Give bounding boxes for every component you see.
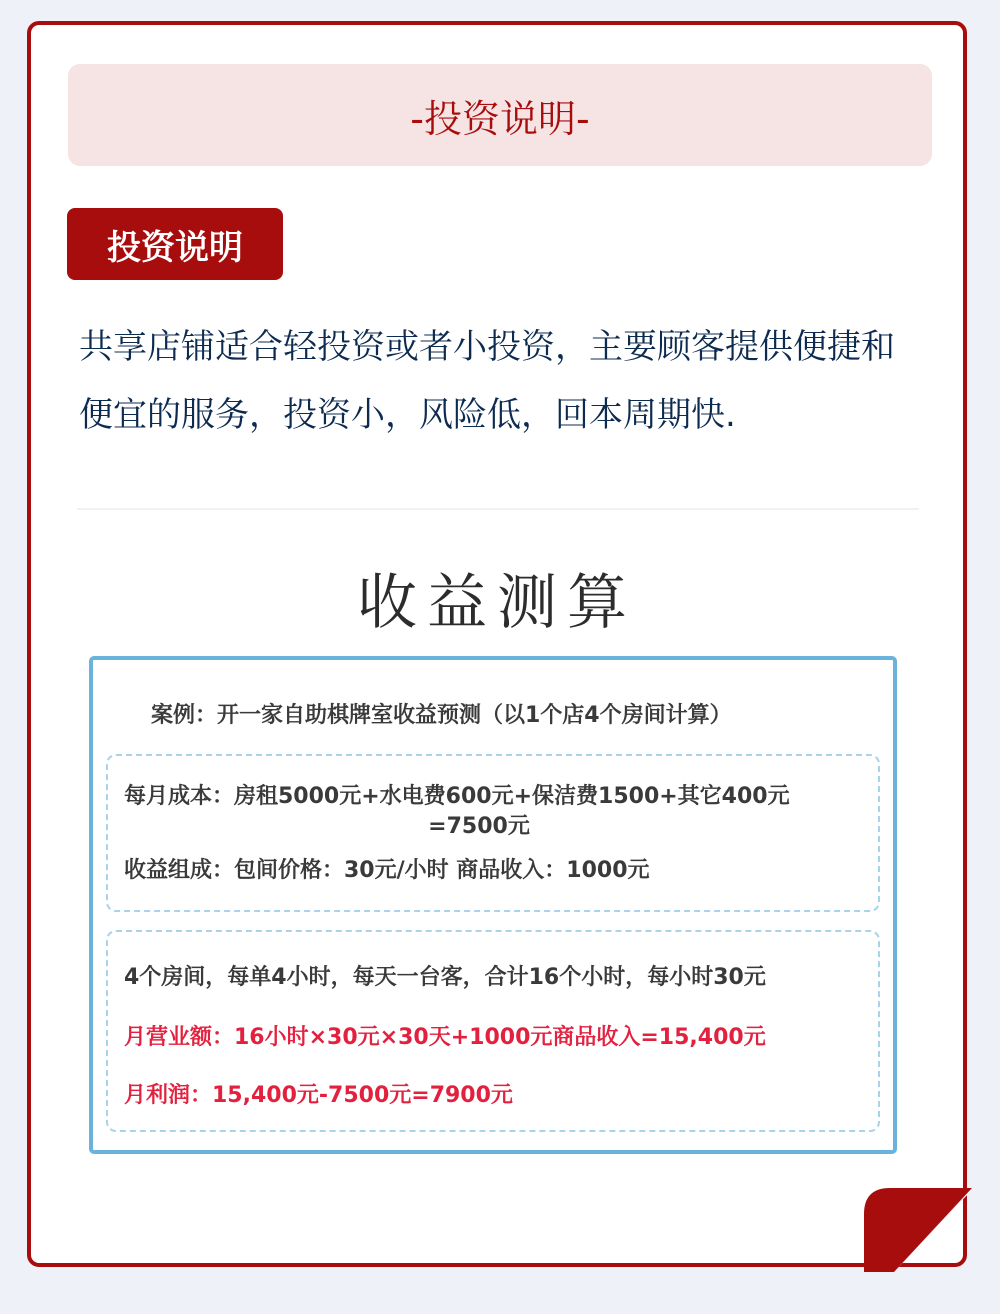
intro-paragraph: 共享店铺适合轻投资或者小投资，主要顾客提供便捷和便宜的服务，投资小，风险低，回本周期快. [79,327,895,435]
divider [77,508,919,510]
case-line: 案例：开一家自助棋牌室收益预测（以1个店4个房间计算） [151,703,732,728]
banner-title: -投资说明- [68,64,932,166]
cost-text [124,782,834,842]
content-card [27,21,967,1267]
monthly-profit-line: 月利润：15,400元-7500元=7900元 [124,1083,513,1108]
cost-line-1: 每月成本：房租5000元+水电费600元+保洁费1500+其它400元 [124,784,790,809]
cost-section [106,754,880,912]
cost-line-2: =7500元 [428,814,530,839]
rooms-line: 4个房间，每单4小时，每天一台客，合计16个小时，每小时30元 [124,965,766,990]
fold-flap [864,1188,972,1272]
page-fold-corner [864,1188,972,1272]
revenue-line: 收益组成：包间价格：30元/小时 商品收入：1000元 [124,858,650,883]
section-tag: 投资说明 [67,208,283,280]
monthly-revenue-line: 月营业额：16小时×30元×30天+1000元商品收入=15,400元 [124,1025,766,1050]
calc-title: 收益测算 [357,568,637,638]
calc-box [89,656,897,1154]
calc-section [106,930,880,1132]
